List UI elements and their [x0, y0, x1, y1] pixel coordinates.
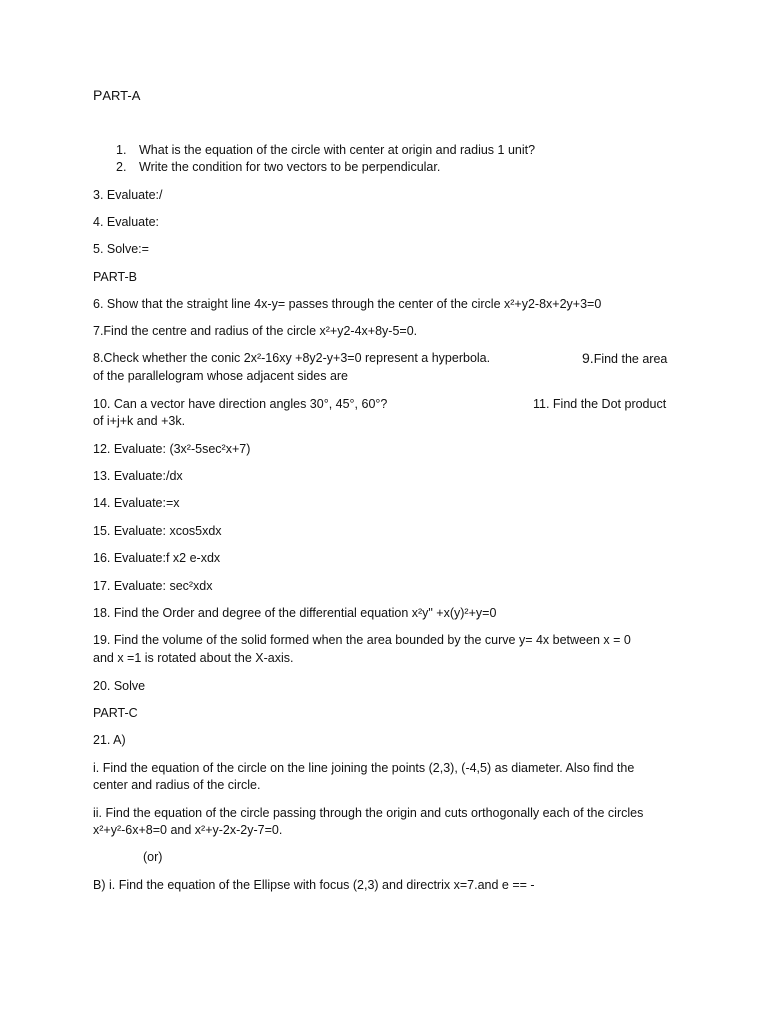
question-11: 11. Find the Dot product — [533, 397, 667, 411]
question-21-i: i. Find the equation of the circle on the line joining the points (2,3), (-4,5) as diameter. Also find the — [93, 761, 635, 775]
question-12: 12. Evaluate: (3x²-5sec²x+7) — [93, 442, 251, 456]
question-14: 14. Evaluate:=x — [93, 496, 180, 510]
question-1: What is the equation of the circle with center at origin and radius 1 unit? — [139, 143, 536, 157]
list-item-number: 2. — [116, 160, 127, 174]
question-16: 16. Evaluate:f x2 e-xdx — [93, 551, 221, 565]
question-18: 18. Find the Order and degree of the differential equation x²y" +x(y)²+y=0 — [93, 606, 497, 620]
question-2: Write the condition for two vectors to be perpendicular. — [139, 160, 441, 174]
part-c-heading: PART-C — [93, 706, 138, 720]
question-13: 13. Evaluate:/dx — [93, 469, 183, 483]
question-7: 7.Find the centre and radius of the circle x²+y2-4x+8y-5=0. — [93, 324, 418, 338]
question-15: 15. Evaluate: xcos5xdx — [93, 524, 222, 538]
question-21-i-continuation: center and radius of the circle. — [93, 778, 261, 792]
question-11-continuation: of i+j+k and +3k. — [93, 414, 186, 428]
question-5: 5. Solve:= — [93, 242, 149, 256]
or-separator: (or) — [143, 850, 163, 864]
list-item-number: 1. — [116, 143, 127, 157]
question-19: 19. Find the volume of the solid formed when the area bounded by the curve y= 4x between x = 0 — [93, 633, 631, 647]
question-3: 3. Evaluate:/ — [93, 188, 163, 202]
question-21-a: 21. A) — [93, 733, 126, 747]
question-17: 17. Evaluate: sec²xdx — [93, 579, 213, 593]
question-21-b: B) i. Find the equation of the Ellipse with focus (2,3) and directrix x=7.and e == - — [93, 878, 535, 892]
part-b-heading: PART-B — [93, 270, 137, 284]
question-21-ii-continuation: x²+y²-6x+8=0 and x²+y-2x-2y-7=0. — [93, 823, 283, 837]
question-4: 4. Evaluate: — [93, 215, 160, 229]
question-19-continuation: and x =1 is rotated about the X-axis. — [93, 651, 294, 665]
question-10: 10. Can a vector have direction angles 30°, 45°, 60°? — [93, 397, 388, 411]
question-9-continuation: of the parallelogram whose adjacent sides are — [93, 369, 349, 383]
question-20: 20. Solve — [93, 679, 146, 693]
question-6: 6. Show that the straight line 4x-y= passes through the center of the circle x²+y2-8x+2y+3=0 — [93, 297, 602, 311]
part-a-heading: PART-A — [93, 87, 141, 103]
question-8: 8.Check whether the conic 2x²-16xy +8y2-y+3=0 represent a hyperbola. — [93, 351, 491, 365]
question-9: 9.Find the area — [582, 350, 668, 366]
question-21-ii: ii. Find the equation of the circle passing through the origin and cuts orthogonally each of the circles — [93, 806, 644, 820]
